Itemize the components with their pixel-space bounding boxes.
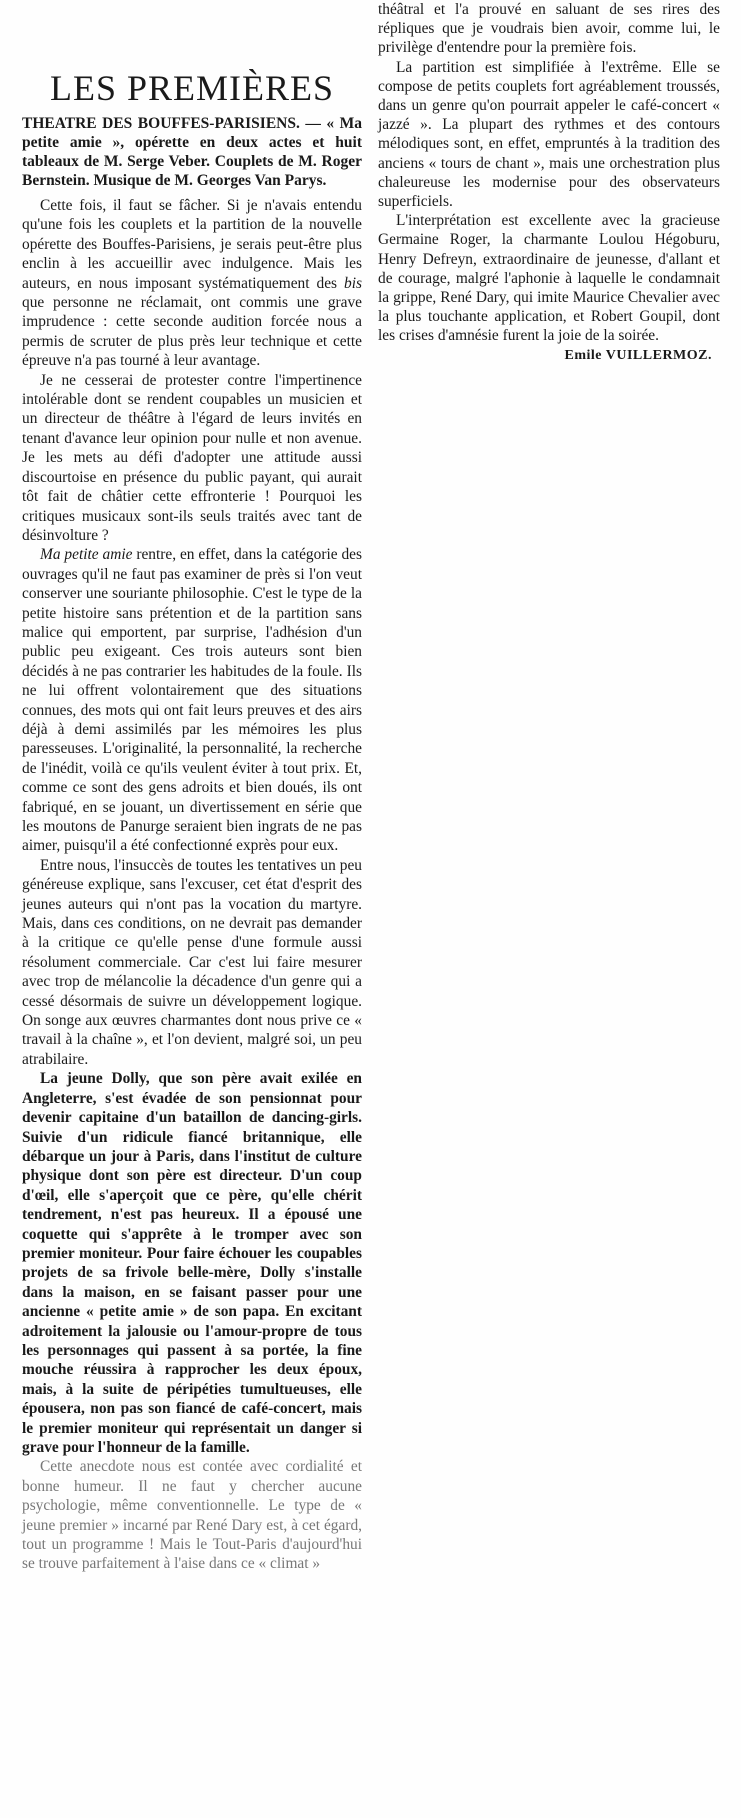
article-subhead: THEATRE DES BOUFFES-PARISIENS. — « Ma petite amie », opérette en deux actes et huit tableaux de M. Serge Veber. Couplets de M. Roger Bernstein. Musique de M. Georges Van Parys. <box>22 115 362 189</box>
paragraph-6: Cette anecdote nous est contée avec cordialité et bonne humeur. Il ne faut y chercher aucune psychologie, même conventionnelle. Le type de « jeune premier » incarné par René Dary est, à cet égard, tout un programme ! Mais le Tout-Paris d'aujourd'hui se trouve parfaitement à l'aise dans ce « climat » <box>22 1458 362 1573</box>
paragraph-8: La partition est simplifiée à l'extrême. Elle se compose de petits couplets fort agréablement troussés, dans un genre qu'on pourrait appeler le café-concert « jazzé ». La plupart des rythmes et des contours mélodiques sont, en effet, empruntés à la tradition des anciens « tours de chant », mais une orchestration plus chaleureuse les modernise pour des observateurs superficiels. <box>378 58 720 211</box>
left-column <box>22 20 362 1574</box>
paragraph-3: Ma petite amie rentre, en effet, dans la catégorie des ouvrages qu'il ne faut pas examiner de près si l'on veut conserver une souriante philosophie. C'est le type de la petite histoire sans prétention et de la partition sans malice qui emportent, par surprise, l'adhésion d'un public peu exigeant. Ces trois auteurs sont bien décidés à ne pas contrarier les habitudes de la foule. Ils ne lui offrent volontairement que des situations connues, des mots qui ont fait leurs preuves et des airs déjà à demi assimilés par les mémoires les plus paresseuses. L'originalité, la personnalité, la recherche de l'inédit, voilà ce qu'ils veulent éviter à tout prix. Et, comme ce sont des gens adroits et bien doués, ils ont fabriqué, en se jouant, un divertissement en série que les moutons de Panurge seraient bien ingrats de ne pas aimer, puisqu'il a été confectionné exprès pour eux. <box>22 546 362 855</box>
author-signature: Emile VUILLERMOZ. <box>564 347 712 363</box>
right-column <box>378 0 720 364</box>
article-heading: LES PREMIÈRES <box>49 68 335 108</box>
paragraph-4: Entre nous, l'insuccès de toutes les tentatives un peu généreuse explique, sans l'excuser, cet état d'esprit des jeunes auteurs qui n'ont pas la vocation du martyre. Mais, dans ces conditions, on ne devrait pas demander à la critique ce qu'elle pense d'une formule aussi résolument commerciale. Car c'est lui faire mesurer avec trop de mélancolie la décadence d'un genre qui a cessé désormais de suivre un développement logique. On songe aux œuvres charmantes dont nous prive ce « travail à la chaîne », et l'on devient, malgré soi, un peu atrabilaire. <box>22 856 362 1068</box>
paragraph-2: Je ne cesserai de protester contre l'impertinence intolérable dont se rendent coupables un musicien et un directeur de théâtre à l'égard de leurs invités en tenant d'avance leur opinion pour nulle et non avenue. Je les mets au défi d'adopter une attitude aussi discourtoise en présence du public payant, qui aurait tôt fait de châtier cette effronterie ! Pourquoi les critiques musicaux sont-ils seuls traités avec tant de désinvolture ? <box>22 371 362 544</box>
paragraph-9: L'interprétation est excellente avec la gracieuse Germaine Roger, la charmante Loulou Hégoburu, Henry Defreyn, extraordinaire de jeunesse, d'allant et de courage, malgré l'aphonie à laquelle le condamnait la grippe, René Dary, qui imite Maurice Chevalier avec la plus touchante application, et Robert Goupil, dont les crises d'amnésie furent la joie de la soirée. <box>378 212 720 345</box>
paragraph-1: Cette fois, il faut se fâcher. Si je n'avais entendu qu'une fois les couplets et la partition de la nouvelle opérette des Bouffes-Parisiens, je serais peut-être plus enclin à les accueillir avec indulgence. Mais les auteurs, en nous imposant systématiquement des bis que personne ne réclamait, ont commis une grave imprudence : cette seconde audition forcée nous a permis de scruter de plus près leur technique et cette épreuve n'a pas tourné à leur avantage. <box>22 197 362 370</box>
paragraph-7-continued: théâtral et l'a prouvé en saluant de ses rires des répliques que je voudrais bien avoir, comme lui, le privilège d'entendre pour la première fois. <box>378 1 720 57</box>
paragraph-5-synopsis: La jeune Dolly, que son père avait exilée en Angleterre, s'est évadée de son pensionnat pour devenir capitaine d'un bataillon de dancing-girls. Suivie d'un ridicule fiancé britannique, elle débarque un jour à Paris, dans l'institut de culture physique dont son père est directeur. D'un coup d'œil, elle s'aperçoit que ce père, qu'elle chérit tendrement, n'est pas heureux. Il a épousé une coquette qui s'apprête à le tromper avec son premier moniteur. Pour faire échouer les coupables projets de sa frivole belle-mère, Dolly s'installe dans la maison, en se faisant passer pour une ancienne « petite amie » de son papa. En excitant adroitement la jalousie ou l'amour-propre de tous les personnages qui passent à sa portée, la fine mouche réussira à rapprocher les deux époux, mais, à la suite de péripéties tumultueuses, elle épousera, non pas son fiancé de café-concert, mais le premier moniteur qui représentait un danger si grave pour l'honneur de la famille. <box>22 1070 362 1456</box>
